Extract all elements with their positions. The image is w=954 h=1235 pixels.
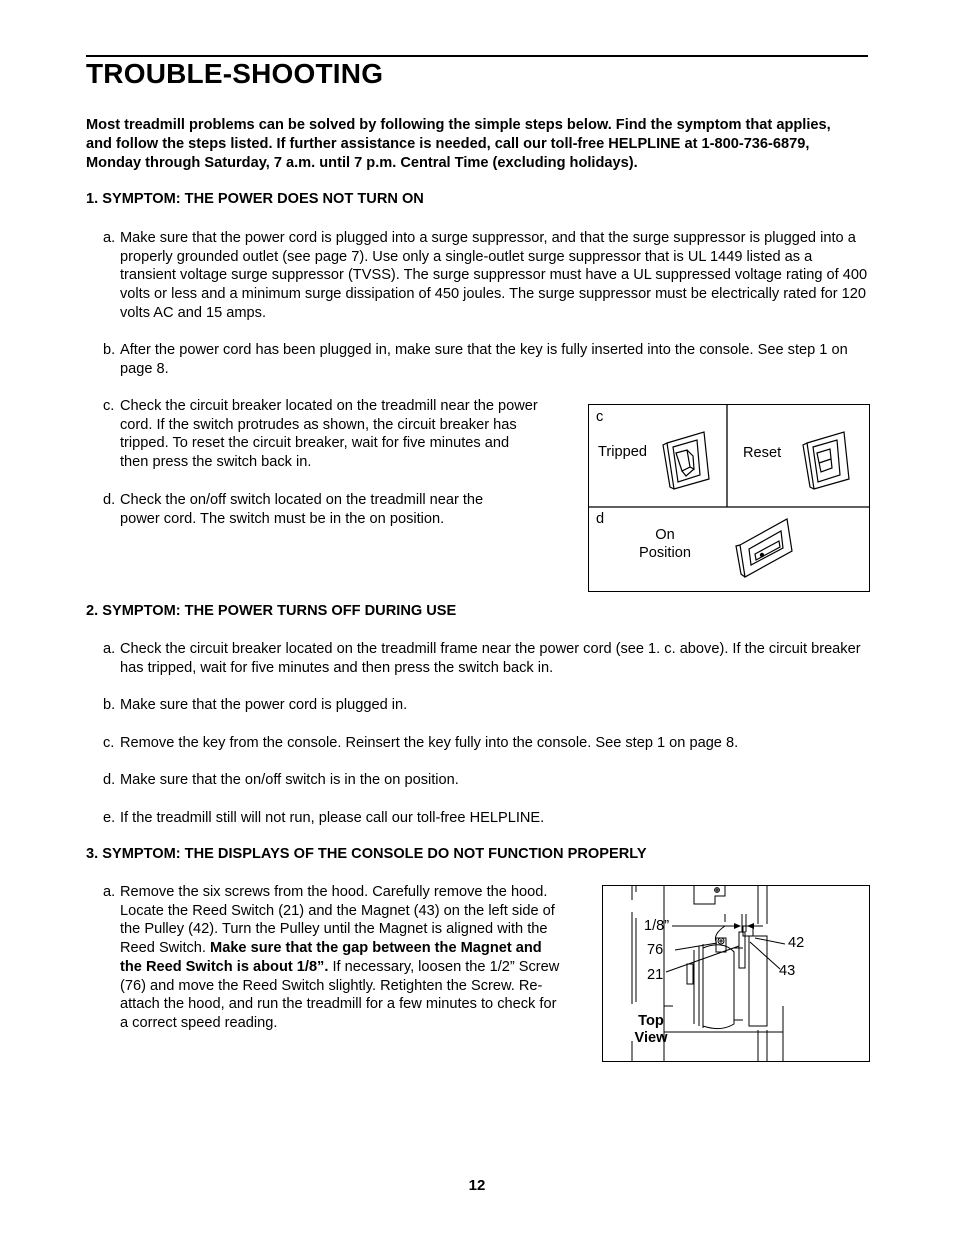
- symptom-2-heading: 2. SYMPTOM: THE POWER TURNS OFF DURING USE: [86, 603, 457, 619]
- step-letter: d.: [103, 492, 116, 508]
- step-letter: a.: [103, 884, 116, 900]
- gap-warning: Make sure that the gap between the Magnet and the Reed Switch is about 1/8”.: [120, 940, 542, 975]
- tripped-breaker-icon: [663, 432, 709, 489]
- step-2c: [103, 734, 863, 753]
- step-text: Check the circuit breaker located on the treadmill frame near the power cord (see 1. c. above). If the circuit breaker has tripped, wait for five minutes and then press the switch back in.: [120, 641, 861, 676]
- step-text-part1: Remove the six screws from the hood. Carefully remove the hood. Locate the Reed Switch (21) and the Magnet (43) on the left side of the Pulley (42). Turn the Pulley until the Magnet is aligned with the Reed Switch.: [120, 884, 555, 957]
- step-letter: c.: [103, 735, 115, 751]
- symptom-3-heading: 3. SYMPTOM: THE DISPLAYS OF THE CONSOLE DO NOT FUNCTION PROPERLY: [86, 846, 647, 862]
- step-letter: a.: [103, 230, 116, 246]
- step-letter: d.: [103, 772, 116, 788]
- step-1d: [103, 491, 523, 528]
- part-21-label: 21: [647, 967, 664, 983]
- step-letter: b.: [103, 697, 116, 713]
- part-43-label: 43: [779, 963, 796, 979]
- switch-drawings: [589, 405, 869, 591]
- step-2e: [103, 809, 863, 828]
- tripped-label: Tripped: [598, 444, 647, 460]
- switch-figure: [588, 404, 870, 592]
- step-2d: [103, 771, 863, 790]
- page-title: TROUBLE-SHOOTING: [86, 58, 384, 89]
- step-1a: [103, 229, 869, 323]
- position-label: Position: [639, 545, 691, 561]
- page-number: 12: [468, 1177, 486, 1194]
- step-text: Check the on/off switch located on the treadmill near the power cord. The switch must be in the on position.: [120, 492, 484, 527]
- view-label: View: [634, 1030, 668, 1046]
- figure-label-c: c: [596, 409, 604, 425]
- step-text: Make sure that the on/off switch is in the on position.: [120, 772, 459, 788]
- intro-paragraph: Most treadmill problems can be solved by following the simple steps below. Find the symptom that applies, and follow the steps listed. If further assistance is needed, call our toll-free HELPLINE at 1-800-736-6879, Monday through Saturday, 7 a.m. until 7 p.m. Central Time (excluding holidays).: [86, 117, 831, 171]
- step-text-part2: If necessary, loosen the 1/2” Screw (76) and move the Reed Switch slightly. Retighten the Screw. Re-attach the hood, and run the treadmill for a few minutes to check for a correct speed reading.: [120, 958, 560, 1031]
- part-76-label: 76: [647, 942, 664, 958]
- step-letter: c.: [103, 398, 115, 414]
- part-42-label: 42: [788, 935, 805, 951]
- step-letter: a.: [103, 641, 116, 657]
- reed-switch-figure: [602, 885, 870, 1062]
- reset-breaker-icon: [803, 432, 849, 489]
- step-letter: b.: [103, 342, 116, 358]
- step-text: After the power cord has been plugged in, make sure that the key is fully inserted into the console. See step 1 on page 8.: [120, 342, 848, 377]
- step-text: Make sure that the power cord is plugged in.: [120, 697, 408, 713]
- step-letter: e.: [103, 810, 116, 826]
- gap-label: 1/8”: [644, 918, 670, 934]
- top-label: Top: [638, 1013, 664, 1029]
- step-text: If the treadmill still will not run, please call our toll-free HELPLINE.: [120, 810, 545, 826]
- step-2a: [103, 640, 863, 677]
- step-2b: [103, 696, 863, 715]
- symptom-1-heading: 1. SYMPTOM: THE POWER DOES NOT TURN ON: [86, 191, 424, 207]
- on-label: On: [655, 527, 675, 543]
- figure-label-d: d: [596, 511, 605, 527]
- step-3a: [103, 883, 567, 1033]
- step-text: Make sure that the power cord is plugged into a surge suppressor, and that the surge suppressor is plugged into a properly grounded outlet (see page 7). Use only a single-outlet surge suppressor that is UL 1449 listed as a transient voltage surge suppressor (TVSS). The surge suppressor must have a UL suppressed voltage rating of 400 volts or less and a minimum surge dissipation of 450 joules. The surge suppressor must be electrically rated for 120 volts AC and 15 amps.: [120, 230, 868, 321]
- on-off-switch-icon: [736, 519, 792, 577]
- step-text: Check the circuit breaker located on the treadmill near the power cord. If the switch protrudes as shown, the circuit breaker has tripped. To reset the circuit breaker, wait for five minutes and then press the switch back in.: [120, 398, 538, 471]
- step-1b: [103, 341, 869, 378]
- step-text: [120, 883, 567, 1033]
- top-rule: [86, 55, 868, 57]
- reset-label: Reset: [743, 445, 782, 461]
- step-text: Remove the key from the console. Reinsert the key fully into the console. See step 1 on page 8.: [120, 735, 739, 751]
- step-1c: [103, 397, 541, 472]
